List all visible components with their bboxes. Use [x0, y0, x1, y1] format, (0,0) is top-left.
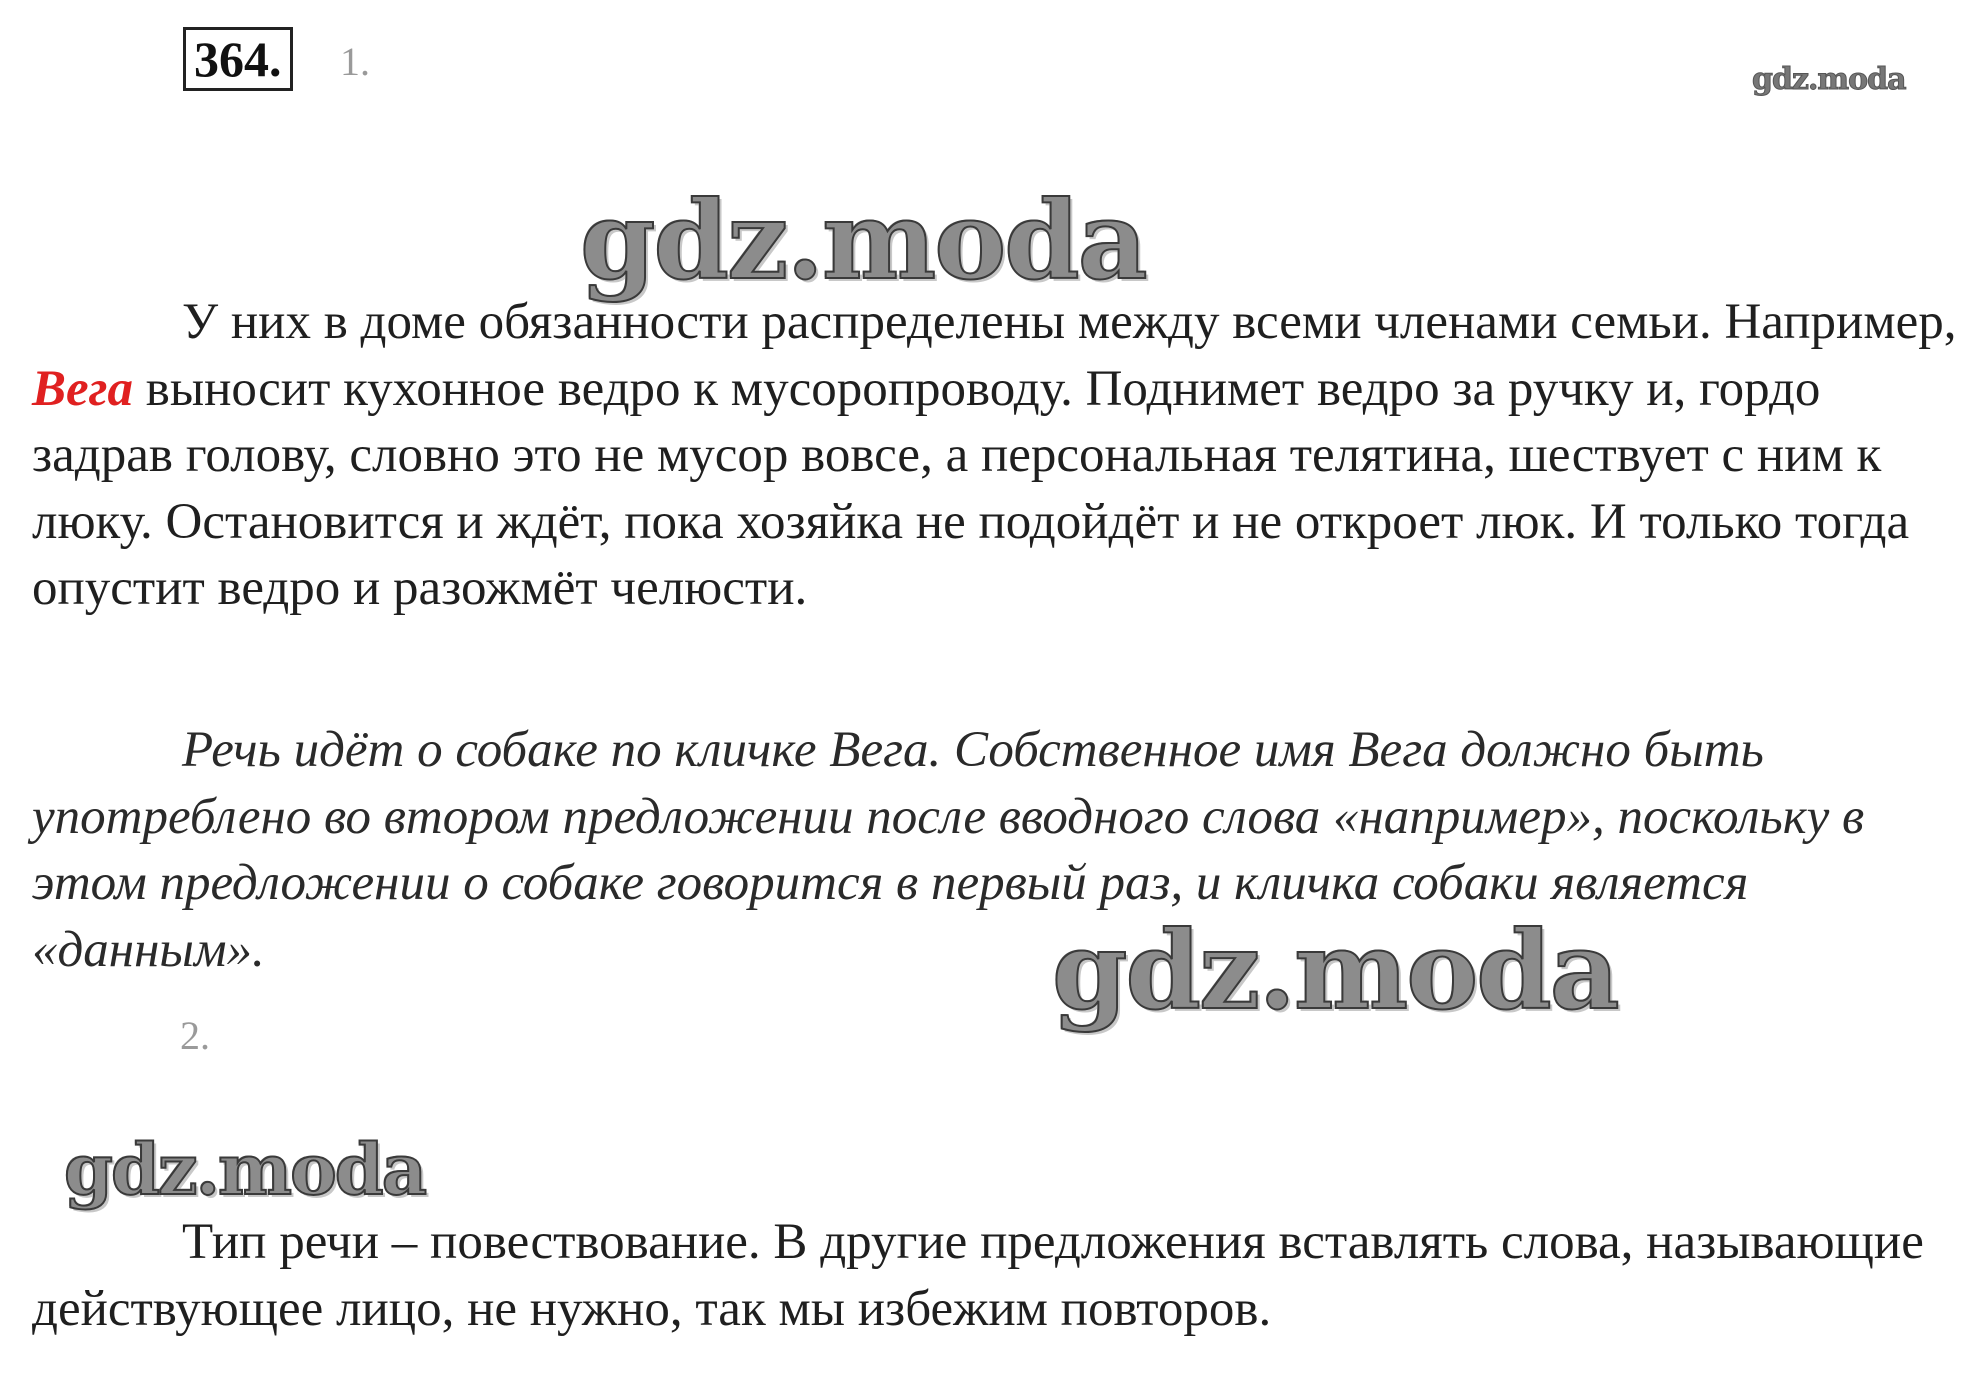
watermark-top: gdz.moda — [580, 178, 1146, 304]
paragraph-text — [32, 289, 1962, 622]
task-number-box: 364. — [183, 27, 293, 91]
explanation-text — [32, 717, 1962, 983]
part-2-body: Тип речи – повествование. В другие предложения вставлять слова, называющие действующее лицо, не нужно, так мы избежим повторов. — [32, 1214, 1924, 1337]
paragraph-text-start: У них в доме обязанности распределены между всеми членами семьи. Например, — [182, 294, 1957, 350]
part-1-label: 1. — [340, 39, 370, 84]
explanation-body: Речь идёт о собаке по кличке Вега. Собственное имя Вега должно быть употреблено во втором предложении после вводного слова «например», поскольку в этом предложении о собаке говорится в первый раз, и кличка собаки является «данным». — [32, 722, 1865, 978]
watermark-middle: gdz.moda — [1052, 908, 1618, 1034]
part-2-label: 2. — [180, 1013, 210, 1058]
part-2-paragraph — [32, 1209, 1962, 1342]
highlighted-name: Вега — [32, 360, 133, 417]
paragraph-text-end: выносит кухонное ведро к мусоропроводу. Поднимет ведро за ручку и, гордо задрав голову, словно это не мусор вовсе, а персональная телятина, шествует с ним к люку. Остановится и ждёт, пока хозяйка не подойдёт и не откроет люк. И только тогда опустит ведро и разожмёт челюсти. — [32, 360, 1910, 616]
watermark-corner: gdz.moda — [1752, 62, 1906, 97]
watermark-bottom: gdz.moda — [64, 1128, 426, 1211]
